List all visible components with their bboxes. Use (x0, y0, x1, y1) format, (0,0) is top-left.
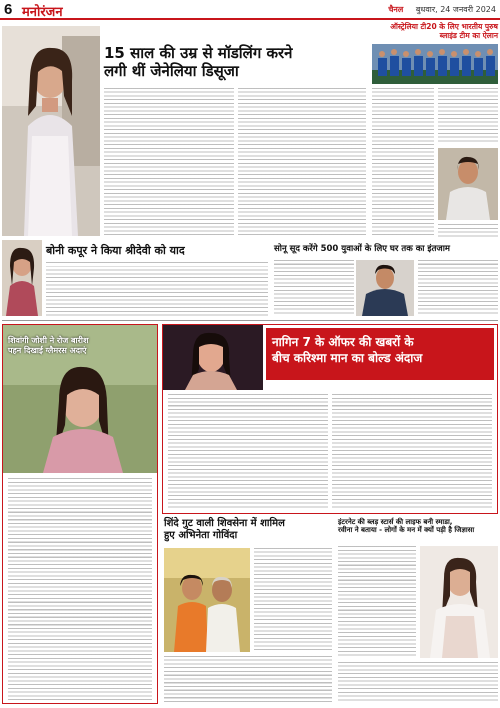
sonu-article-col1 (274, 260, 354, 316)
genelia-headline (104, 44, 364, 80)
boney-article (46, 262, 268, 316)
govinda-headline-line2: हुए अभिनेता गोविंदा (164, 530, 238, 541)
shivangi-headline (8, 336, 152, 355)
page-header (0, 0, 500, 20)
sonu-headline: सोनू सूद करेंगे 500 युवाओं के लिए घर तक का इंतजाम (274, 244, 451, 254)
govinda-article-col1 (254, 548, 332, 652)
raveena-photo (420, 546, 498, 658)
genelia-article-col2 (238, 88, 366, 236)
sonu-article-col2 (418, 260, 498, 316)
cricket-headline-line1: ऑस्ट्रेलिया टी20 के लिए भारतीय पुरुष (390, 22, 498, 31)
sonu-photo (356, 260, 414, 316)
raveena-article-col1 (338, 546, 416, 658)
shivangi-headline-line2: पहन दिखाई ग्लैमरस अदाएं (8, 345, 87, 355)
sridevi-photo (2, 240, 42, 316)
cricket-article-col2-top (438, 88, 498, 144)
raveena-headline (338, 518, 498, 535)
genelia-article-col1 (104, 88, 234, 236)
cricket-headline (372, 22, 498, 40)
genelia-headline-line2: लगी थीं जेनेलिया डिसूजा (104, 62, 239, 80)
govinda-headline (164, 518, 332, 542)
raveena-headline-line1: इंटरनेट की ब्लड़ स्टार्स की लाइफ बनी स्माडा, (338, 518, 453, 526)
section-title: मनोरंजन (22, 5, 63, 20)
cricket-article-col2-mid (438, 224, 498, 238)
karishma-headline-line1: नागिन 7 के ऑफर की खबरों के (272, 335, 414, 349)
shivangi-article (8, 478, 152, 700)
cricket-headline-line2: ब्लाइंड टीम का ऐलान (439, 31, 498, 40)
raveena-article-bottom (338, 662, 498, 702)
raveena-headline-line2: रवीना ने बताया - लोगों के मन में क्यों पड़ी है जिज्ञासा (338, 526, 475, 535)
shivangi-headline-line1: शिवांगी जोशी ने रोज बारीश (8, 336, 89, 345)
page-number: 6 (4, 1, 13, 18)
section-divider (2, 320, 498, 321)
cricket-team-photo (372, 44, 498, 84)
govinda-article-bottom (164, 656, 332, 702)
karishma-headline-line2: बीच करिश्मा मान का बोल्ड अंदाज (272, 351, 423, 366)
govinda-photo (164, 548, 250, 652)
genelia-headline-line1: 15 साल की उम्र से मॉडलिंग करने (104, 44, 293, 62)
karishma-photo (163, 325, 263, 390)
cricket-article-col1 (372, 88, 434, 238)
boney-headline: बोनी कपूर ने किया श्रीदेवी को याद (46, 244, 185, 257)
karishma-article-col1 (168, 394, 328, 510)
issue-date: बुधवार, 24 जनवरी 2024 (415, 5, 496, 14)
govinda-headline-line1: शिंदे गुट वाली शिवसेना में शामिल (164, 518, 285, 529)
cricket-player-photo (438, 148, 498, 220)
masthead (388, 4, 496, 15)
brand-name: चैनल (388, 5, 404, 14)
karishma-article-col2 (332, 394, 492, 510)
genelia-photo (2, 26, 100, 236)
karishma-headline-band (266, 328, 494, 380)
